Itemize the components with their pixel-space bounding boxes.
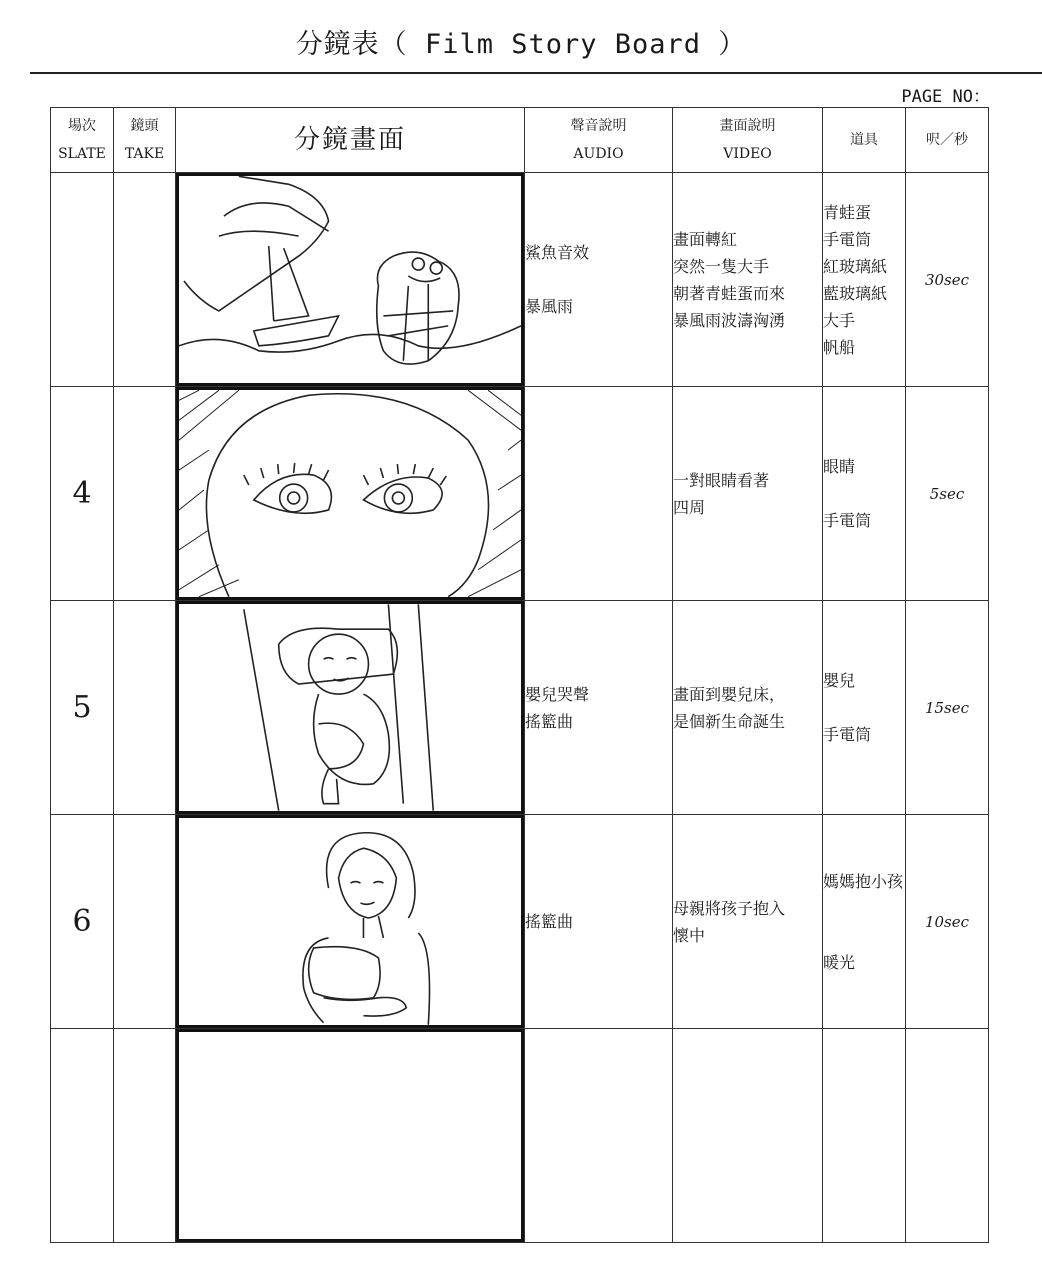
take-cell: [114, 601, 176, 815]
slate-cell: [51, 173, 114, 387]
title-rule: [30, 72, 1042, 74]
slate-cell: [51, 1029, 114, 1243]
props-cell: [823, 1029, 906, 1243]
mother-holding-child-sketch: [176, 815, 524, 1028]
audio-header: 聲音說明 AUDIO: [525, 108, 673, 173]
frame-cell: [176, 387, 525, 601]
props-cell: 媽媽抱小孩 暖光: [823, 815, 906, 1029]
table-row: [51, 173, 989, 387]
take-cell: [114, 173, 176, 387]
frame-cell: [176, 815, 525, 1029]
frame-cell: [176, 601, 525, 815]
audio-cell: 搖籃曲: [525, 815, 673, 1029]
duration-cell: 10sec: [906, 815, 989, 1029]
frame-cell: [176, 173, 525, 387]
take-cell: [114, 815, 176, 1029]
take-cell: [114, 387, 176, 601]
video-header: 畫面說明 VIDEO: [673, 108, 823, 173]
audio-cell: 鯊魚音效 暴風雨: [525, 173, 673, 387]
audio-cell: 嬰兒哭聲 搖籃曲: [525, 601, 673, 815]
video-cell: 畫面轉紅 突然一隻大手 朝著青蛙蛋而來 暴風雨波濤洶湧: [673, 173, 823, 387]
frame-header: 分鏡畫面: [176, 108, 525, 173]
video-cell: 母親將孩子抱入 懷中: [673, 815, 823, 1029]
slate-cell: 4: [51, 387, 114, 601]
video-cell: 一對眼睛看著 四周: [673, 387, 823, 601]
slate-cell: 5: [51, 601, 114, 815]
take-header: 鏡頭 TAKE: [114, 108, 176, 173]
slate-cell: 6: [51, 815, 114, 1029]
video-cell: [673, 1029, 823, 1243]
duration-cell: 15sec: [906, 601, 989, 815]
take-cell: [114, 1029, 176, 1243]
props-cell: 眼睛 手電筒: [823, 387, 906, 601]
video-cell: 畫面到嬰兒床， 是個新生命誕生: [673, 601, 823, 815]
duration-cell: [906, 1029, 989, 1243]
header-row: [51, 108, 989, 173]
props-cell: 青蛙蛋 手電筒 紅玻璃紙 藍玻璃紙 大手 帆船: [823, 173, 906, 387]
props-header: 道具: [823, 108, 906, 173]
page-number-label: PAGE NO：: [901, 87, 990, 107]
duration-cell: 5sec: [906, 387, 989, 601]
audio-cell: [525, 1029, 673, 1243]
baby-in-crib-sketch: [176, 601, 524, 814]
table-row: [51, 1029, 989, 1243]
hand-and-frog-egg-sketch: [176, 173, 524, 386]
page-title: 分鏡表（ Film Story Board ）: [295, 29, 747, 60]
table-row: [51, 387, 989, 601]
duration-cell: 30sec: [906, 173, 989, 387]
storyboard-table: [50, 107, 989, 1243]
audio-cell: [525, 387, 673, 601]
eyes-sketch: [176, 387, 524, 600]
slate-header: 場次 SLATE: [51, 108, 114, 173]
empty-frame: [176, 1029, 524, 1242]
table-row: [51, 815, 989, 1029]
props-cell: 嬰兒 手電筒: [823, 601, 906, 815]
table-row: [51, 601, 989, 815]
duration-header: 呎／秒: [906, 108, 989, 173]
frame-cell: [176, 1029, 525, 1243]
